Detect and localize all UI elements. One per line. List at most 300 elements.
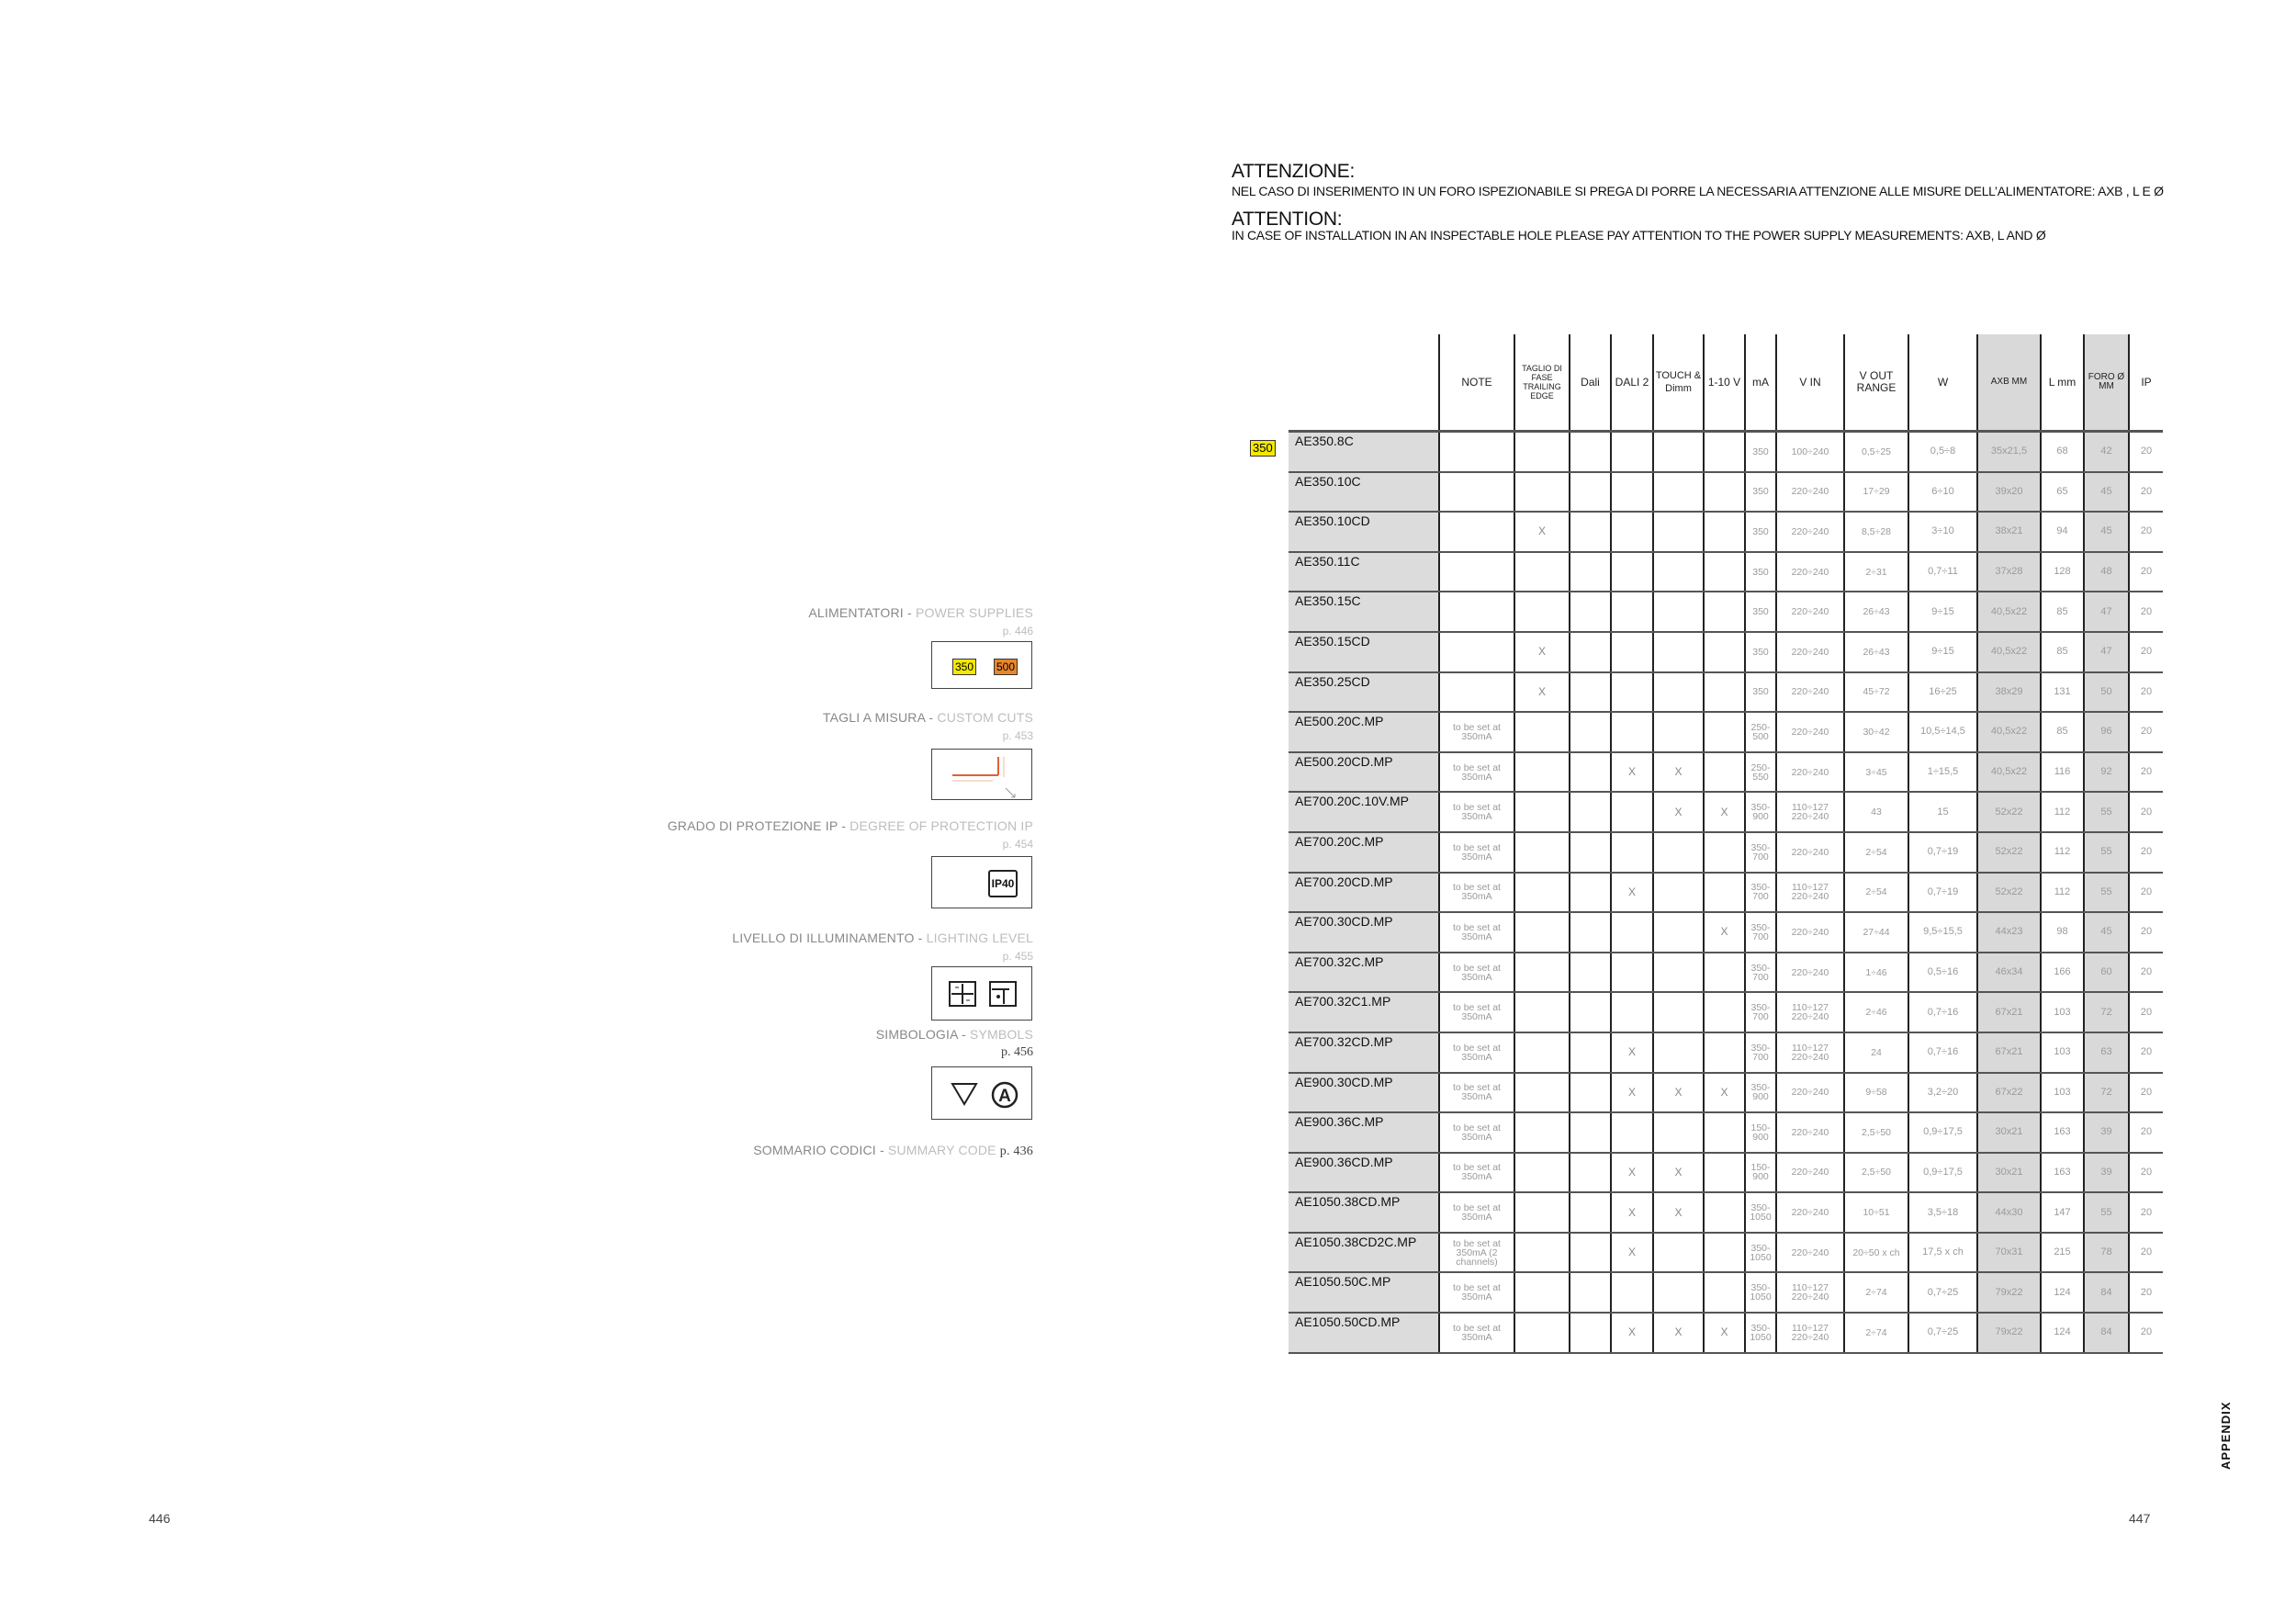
cell-ip: 20 <box>2129 992 2163 1032</box>
cell-vout: 2÷54 <box>1844 873 1908 913</box>
cell-taglio <box>1514 1153 1570 1193</box>
index-label-it: LIVELLO DI ILLUMINAMENTO <box>732 930 915 945</box>
cell-ip: 20 <box>2129 512 2163 552</box>
cell-vin: 220÷240 <box>1776 832 1844 873</box>
cell-ip: 20 <box>2129 1153 2163 1193</box>
cell-1-10v <box>1704 1032 1745 1073</box>
cell-note: to be set at 350mA <box>1439 1272 1514 1313</box>
cell-code: AE350.10C <box>1289 472 1439 513</box>
cell-vout: 45÷72 <box>1844 672 1908 713</box>
index-label-en: CUSTOM CUTS <box>937 710 1033 725</box>
table-row <box>1244 1112 2163 1153</box>
cell-l: 85 <box>2041 592 2084 632</box>
cell-l: 85 <box>2041 712 2084 752</box>
cell-dali <box>1570 1272 1611 1313</box>
cell-axb: 40,5x22 <box>1977 752 2041 793</box>
index-item-custom-cuts[interactable]: TAGLI A MISURA - CUSTOM CUTS <box>822 710 1033 725</box>
cell-axb: 30x21 <box>1977 1153 2041 1193</box>
power-supplies-table <box>1244 334 2163 1354</box>
cell-1-10v <box>1704 752 1745 793</box>
cell-foro: 39 <box>2084 1112 2129 1153</box>
appendix-side-label: APPENDIX <box>2219 1401 2233 1470</box>
cell-vin: 220÷240 <box>1776 1153 1844 1193</box>
cell-w: 0,9÷17,5 <box>1908 1153 1977 1193</box>
cell-note: to be set at 350mA <box>1439 953 1514 993</box>
cell-touch <box>1653 873 1704 913</box>
header-touch: TOUCH & Dimm <box>1653 334 1704 432</box>
table-row <box>1244 953 2163 993</box>
table-row <box>1244 472 2163 513</box>
cell-touch <box>1653 672 1704 713</box>
cell-touch: X <box>1653 752 1704 793</box>
cell-dali2 <box>1611 432 1653 472</box>
cell-1-10v <box>1704 592 1745 632</box>
cell-note: to be set at 350mA <box>1439 1192 1514 1233</box>
cell-vin: 220÷240 <box>1776 472 1844 513</box>
cell-touch <box>1653 1032 1704 1073</box>
cell-code: AE1050.38CD.MP <box>1289 1192 1439 1233</box>
cell-dali2 <box>1611 953 1653 993</box>
row-spacer <box>1244 752 1289 793</box>
table-row <box>1244 832 2163 873</box>
cell-taglio <box>1514 592 1570 632</box>
cell-vout: 2,5÷50 <box>1844 1112 1908 1153</box>
cell-foro: 48 <box>2084 552 2129 592</box>
cell-l: 98 <box>2041 912 2084 953</box>
cell-w: 9,5÷15,5 <box>1908 912 1977 953</box>
cell-l: 112 <box>2041 873 2084 913</box>
cell-foro: 45 <box>2084 912 2129 953</box>
cell-vout: 26÷43 <box>1844 632 1908 672</box>
cell-ip: 20 <box>2129 1032 2163 1073</box>
cell-code: AE700.20C.MP <box>1289 832 1439 873</box>
cell-foro: 42 <box>2084 432 2129 472</box>
symbols-icons <box>932 1067 1031 1119</box>
table-row <box>1244 992 2163 1032</box>
cell-l: 85 <box>2041 632 2084 672</box>
left-page-number: 446 <box>149 1511 171 1526</box>
table-row <box>1244 1272 2163 1313</box>
cell-dali <box>1570 632 1611 672</box>
cell-dali2 <box>1611 672 1653 713</box>
index-label-en: POWER SUPPLIES <box>915 605 1033 620</box>
row-spacer <box>1244 472 1289 513</box>
cell-taglio <box>1514 832 1570 873</box>
cell-taglio <box>1514 472 1570 513</box>
row-spacer <box>1244 632 1289 672</box>
cell-ma: 350 <box>1745 552 1776 592</box>
cell-dali <box>1570 1032 1611 1073</box>
cell-w: 17,5 x ch <box>1908 1233 1977 1273</box>
cell-taglio <box>1514 1112 1570 1153</box>
header-w: W <box>1908 334 1977 432</box>
cell-l: 103 <box>2041 1073 2084 1113</box>
cell-axb: 39x20 <box>1977 472 2041 513</box>
cell-l: 215 <box>2041 1233 2084 1273</box>
cell-dali2 <box>1611 592 1653 632</box>
cell-ip: 20 <box>2129 1192 2163 1233</box>
index-page-ref: p. 454 <box>1002 838 1033 851</box>
cell-foro: 55 <box>2084 873 2129 913</box>
cell-dali <box>1570 512 1611 552</box>
cell-vin: 220÷240 <box>1776 632 1844 672</box>
cell-1-10v <box>1704 992 1745 1032</box>
cell-vin: 220÷240 <box>1776 592 1844 632</box>
cell-w: 3,5÷18 <box>1908 1192 1977 1233</box>
cell-1-10v: X <box>1704 1313 1745 1353</box>
header-l: L mm <box>2041 334 2084 432</box>
table-row <box>1244 752 2163 793</box>
cell-foro: 45 <box>2084 472 2129 513</box>
cell-dali2: X <box>1611 1073 1653 1113</box>
cell-foro: 78 <box>2084 1233 2129 1273</box>
cell-1-10v <box>1704 953 1745 993</box>
cell-foro: 84 <box>2084 1313 2129 1353</box>
cell-vout: 1÷46 <box>1844 953 1908 993</box>
cell-dali <box>1570 712 1611 752</box>
cell-code: AE700.30CD.MP <box>1289 912 1439 953</box>
cell-vout: 3÷45 <box>1844 752 1908 793</box>
lighting-level-thumbnail[interactable] <box>931 966 1032 1021</box>
cell-note <box>1439 592 1514 632</box>
cell-vin: 220÷240 <box>1776 1112 1844 1153</box>
cell-l: 124 <box>2041 1272 2084 1313</box>
cell-note <box>1439 512 1514 552</box>
index-item-symbols[interactable]: SIMBOLOGIA - SYMBOLS <box>875 1027 1033 1042</box>
cell-dali <box>1570 1112 1611 1153</box>
attenzione-title: ATTENZIONE: <box>1232 161 1355 182</box>
cell-ip: 20 <box>2129 712 2163 752</box>
cell-ma: 350 <box>1745 632 1776 672</box>
table-row <box>1244 1153 2163 1193</box>
cell-taglio <box>1514 1272 1570 1313</box>
cell-touch <box>1653 1272 1704 1313</box>
cell-axb: 40,5x22 <box>1977 712 2041 752</box>
svg-text:A: A <box>998 1087 1011 1106</box>
cell-l: 128 <box>2041 552 2084 592</box>
cell-ma: 350- 700 <box>1745 832 1776 873</box>
cell-ma: 350- 1050 <box>1745 1313 1776 1353</box>
cell-1-10v <box>1704 672 1745 713</box>
cell-ip: 20 <box>2129 432 2163 472</box>
cell-taglio <box>1514 792 1570 832</box>
cell-note: to be set at 350mA <box>1439 792 1514 832</box>
row-spacer <box>1244 672 1289 713</box>
cell-dali <box>1570 832 1611 873</box>
cell-touch <box>1653 832 1704 873</box>
cell-note: to be set at 350mA <box>1439 1313 1514 1353</box>
index-page-ref: p. 446 <box>1002 625 1033 637</box>
table-row <box>1244 1032 2163 1073</box>
cell-l: 65 <box>2041 472 2084 513</box>
cell-note <box>1439 632 1514 672</box>
cell-taglio <box>1514 873 1570 913</box>
cell-touch <box>1653 592 1704 632</box>
cell-w: 0,5÷16 <box>1908 953 1977 993</box>
attention-title: ATTENTION: <box>1232 209 1343 230</box>
cell-ma: 350 <box>1745 672 1776 713</box>
custom-cuts-thumbnail[interactable] <box>931 749 1032 800</box>
cell-vin: 220÷240 <box>1776 672 1844 713</box>
cell-code: AE350.15CD <box>1289 632 1439 672</box>
cell-foro: 55 <box>2084 792 2129 832</box>
cell-note: to be set at 350mA <box>1439 912 1514 953</box>
cell-1-10v <box>1704 1153 1745 1193</box>
cell-axb: 52x22 <box>1977 832 2041 873</box>
row-spacer <box>1244 1272 1289 1313</box>
cell-l: 116 <box>2041 752 2084 793</box>
cell-ma: 350- 900 <box>1745 792 1776 832</box>
cell-dali <box>1570 1153 1611 1193</box>
table-row <box>1244 432 2163 472</box>
cell-ma: 350- 700 <box>1745 1032 1776 1073</box>
cell-note: to be set at 350mA (2 channels) <box>1439 1233 1514 1273</box>
cell-code: AE1050.38CD2C.MP <box>1289 1233 1439 1273</box>
cell-code: AE350.25CD <box>1289 672 1439 713</box>
index-label-en: LIGHTING LEVEL <box>926 930 1033 945</box>
table-row <box>1244 632 2163 672</box>
cell-1-10v <box>1704 832 1745 873</box>
cell-1-10v <box>1704 1272 1745 1313</box>
cell-touch: X <box>1653 792 1704 832</box>
cell-vout: 0,5÷25 <box>1844 432 1908 472</box>
attenzione-text: NEL CASO DI INSERIMENTO IN UN FORO ISPEZIONABILE SI PREGA DI PORRE LA NECESSARIA ATTENZIONE ALLE MISURE DELL’ALIMENTATORE: AXB , L E Ø <box>1232 184 2164 198</box>
lighting-grid-icon <box>950 982 975 1006</box>
index-label-it: SIMBOLOGIA <box>875 1027 958 1042</box>
cell-axb: 38x21 <box>1977 512 2041 552</box>
cell-axb: 52x22 <box>1977 792 2041 832</box>
cell-touch: X <box>1653 1073 1704 1113</box>
index-label-it: TAGLI A MISURA <box>822 710 926 725</box>
cell-touch <box>1653 712 1704 752</box>
index-page-ref: p. 455 <box>1002 950 1033 963</box>
index-item-lighting-level[interactable]: LIVELLO DI ILLUMINAMENTO - LIGHTING LEVEL <box>732 930 1033 945</box>
index-label-it: ALIMENTATORI <box>808 605 904 620</box>
cell-code: AE900.36C.MP <box>1289 1112 1439 1153</box>
cell-dali <box>1570 752 1611 793</box>
table-body <box>1244 432 2163 1353</box>
cell-vout: 2÷54 <box>1844 832 1908 873</box>
cell-l: 94 <box>2041 512 2084 552</box>
cell-vout: 2÷31 <box>1844 552 1908 592</box>
cell-ma: 350- 700 <box>1745 873 1776 913</box>
index-item-summary-code[interactable]: SOMMARIO CODICI - SUMMARY CODE p. 436 <box>753 1143 1033 1158</box>
cell-dali <box>1570 953 1611 993</box>
row-spacer <box>1244 1153 1289 1193</box>
cell-axb: 40,5x22 <box>1977 632 2041 672</box>
table-row <box>1244 1192 2163 1233</box>
cell-axb: 40,5x22 <box>1977 592 2041 632</box>
cell-w: 0,9÷17,5 <box>1908 1112 1977 1153</box>
cell-ip: 20 <box>2129 1313 2163 1353</box>
cell-dali <box>1570 792 1611 832</box>
power-supplies-thumbnail[interactable] <box>931 641 1032 689</box>
cell-vout: 9÷58 <box>1844 1073 1908 1113</box>
cell-w: 1÷15,5 <box>1908 752 1977 793</box>
cell-foro: 55 <box>2084 1192 2129 1233</box>
row-spacer <box>1244 512 1289 552</box>
cell-code: AE700.20C.10V.MP <box>1289 792 1439 832</box>
cell-dali2 <box>1611 1272 1653 1313</box>
cell-w: 9÷15 <box>1908 592 1977 632</box>
ip40-icon: IP40 <box>988 870 1018 897</box>
header-dali2: DALI 2 <box>1611 334 1653 432</box>
row-spacer <box>1244 432 1289 472</box>
cell-taglio <box>1514 1233 1570 1273</box>
cell-dali2 <box>1611 792 1653 832</box>
ip-protection-thumbnail[interactable] <box>931 856 1032 908</box>
cell-vin: 220÷240 <box>1776 512 1844 552</box>
cell-l: 103 <box>2041 992 2084 1032</box>
cell-l: 68 <box>2041 432 2084 472</box>
cell-taglio <box>1514 1032 1570 1073</box>
cell-ma: 150- 900 <box>1745 1112 1776 1153</box>
header-vin: V IN <box>1776 334 1844 432</box>
cell-note <box>1439 472 1514 513</box>
row-spacer <box>1244 1112 1289 1153</box>
table-row <box>1244 912 2163 953</box>
cell-vin: 110÷127 220÷240 <box>1776 1313 1844 1353</box>
cell-w: 0,7÷11 <box>1908 552 1977 592</box>
header-dali: Dali <box>1570 334 1611 432</box>
cell-taglio: X <box>1514 672 1570 713</box>
cell-ma: 150- 900 <box>1745 1153 1776 1193</box>
cell-foro: 47 <box>2084 592 2129 632</box>
cell-taglio <box>1514 992 1570 1032</box>
cell-dali2 <box>1611 992 1653 1032</box>
row-spacer <box>1244 832 1289 873</box>
cell-axb: 44x23 <box>1977 912 2041 953</box>
cell-w: 9÷15 <box>1908 632 1977 672</box>
table-row <box>1244 792 2163 832</box>
cell-note: to be set at 350mA <box>1439 1112 1514 1153</box>
cell-note: to be set at 350mA <box>1439 712 1514 752</box>
index-item-power-supplies[interactable]: ALIMENTATORI - POWER SUPPLIES <box>808 605 1033 620</box>
row-badge-350: 350 <box>1250 440 1276 457</box>
table-row <box>1244 1233 2163 1273</box>
cell-code: AE350.11C <box>1289 552 1439 592</box>
cell-foro: 72 <box>2084 1073 2129 1113</box>
cell-foro: 96 <box>2084 712 2129 752</box>
cell-dali2 <box>1611 1112 1653 1153</box>
cell-ip: 20 <box>2129 632 2163 672</box>
cell-dali <box>1570 592 1611 632</box>
cell-ma: 350 <box>1745 472 1776 513</box>
cell-l: 124 <box>2041 1313 2084 1353</box>
cell-note <box>1439 672 1514 713</box>
cell-foro: 63 <box>2084 1032 2129 1073</box>
cell-note <box>1439 432 1514 472</box>
cell-vin: 110÷127 220÷240 <box>1776 873 1844 913</box>
cell-vin: 220÷240 <box>1776 1192 1844 1233</box>
cell-code: AE350.15C <box>1289 592 1439 632</box>
badge-350: 350 <box>952 659 976 675</box>
table-row <box>1244 1313 2163 1353</box>
cell-touch: X <box>1653 1192 1704 1233</box>
cell-note: to be set at 350mA <box>1439 832 1514 873</box>
cell-vout: 2,5÷50 <box>1844 1153 1908 1193</box>
cell-ip: 20 <box>2129 1112 2163 1153</box>
cell-touch <box>1653 552 1704 592</box>
row-spacer <box>1244 1032 1289 1073</box>
cell-dali <box>1570 912 1611 953</box>
cell-w: 3÷10 <box>1908 512 1977 552</box>
cell-axb: 67x21 <box>1977 992 2041 1032</box>
cell-1-10v <box>1704 1192 1745 1233</box>
cell-note: to be set at 350mA <box>1439 873 1514 913</box>
cell-axb: 37x28 <box>1977 552 2041 592</box>
cell-dali <box>1570 1313 1611 1353</box>
cell-note: to be set at 350mA <box>1439 1073 1514 1113</box>
cell-touch <box>1653 1233 1704 1273</box>
header-taglio: TAGLIO DI FASE TRAILING EDGE <box>1514 334 1570 432</box>
cell-code: AE900.36CD.MP <box>1289 1153 1439 1193</box>
index-label-en: SYMBOLS <box>969 1027 1033 1042</box>
table-row <box>1244 552 2163 592</box>
row-spacer <box>1244 1313 1289 1353</box>
cell-vout: 17÷29 <box>1844 472 1908 513</box>
cell-taglio <box>1514 752 1570 793</box>
cell-l: 112 <box>2041 792 2084 832</box>
table-row <box>1244 672 2163 713</box>
cell-code: AE700.20CD.MP <box>1289 873 1439 913</box>
cell-dali <box>1570 873 1611 913</box>
cell-touch: X <box>1653 1313 1704 1353</box>
cell-axb: 35x21,5 <box>1977 432 2041 472</box>
cell-1-10v: X <box>1704 1073 1745 1113</box>
cell-axb: 70x31 <box>1977 1233 2041 1273</box>
cell-ip: 20 <box>2129 792 2163 832</box>
cell-ip: 20 <box>2129 1073 2163 1113</box>
cell-touch <box>1653 912 1704 953</box>
custom-cut-diagram-icon <box>932 750 1031 799</box>
cell-vin: 220÷240 <box>1776 1233 1844 1273</box>
right-page-number: 447 <box>2129 1511 2151 1526</box>
cell-ma: 350- 700 <box>1745 992 1776 1032</box>
cell-ip: 20 <box>2129 552 2163 592</box>
cell-1-10v <box>1704 432 1745 472</box>
cell-1-10v <box>1704 512 1745 552</box>
cell-touch <box>1653 512 1704 552</box>
cell-dali2: X <box>1611 752 1653 793</box>
table-row <box>1244 512 2163 552</box>
header-ip: IP <box>2129 334 2163 432</box>
cell-ip: 20 <box>2129 592 2163 632</box>
symbols-thumbnail[interactable] <box>931 1066 1032 1120</box>
table-row <box>1244 1073 2163 1113</box>
attention-text: IN CASE OF INSTALLATION IN AN INSPECTABLE HOLE PLEASE PAY ATTENTION TO THE POWER SUPPLY MEASUREMENTS: AXB, L AND Ø <box>1232 228 2046 242</box>
table-row <box>1244 592 2163 632</box>
row-spacer <box>1244 953 1289 993</box>
cell-taglio: X <box>1514 632 1570 672</box>
cell-foro: 47 <box>2084 632 2129 672</box>
cell-l: 166 <box>2041 953 2084 993</box>
header-note: NOTE <box>1439 334 1514 432</box>
cell-vout: 10÷51 <box>1844 1192 1908 1233</box>
cell-touch: X <box>1653 1153 1704 1193</box>
index-item-degree-of-protection[interactable]: GRADO DI PROTEZIONE IP - DEGREE OF PROTECTION IP <box>667 818 1033 833</box>
cell-vout: 24 <box>1844 1032 1908 1073</box>
row-spacer <box>1244 873 1289 913</box>
header-blank <box>1244 334 1289 432</box>
cell-taglio <box>1514 1313 1570 1353</box>
cell-axb: 52x22 <box>1977 873 2041 913</box>
cell-w: 16÷25 <box>1908 672 1977 713</box>
cell-vin: 220÷240 <box>1776 912 1844 953</box>
cell-l: 163 <box>2041 1112 2084 1153</box>
cell-axb: 30x21 <box>1977 1112 2041 1153</box>
cell-w: 0,7÷19 <box>1908 832 1977 873</box>
